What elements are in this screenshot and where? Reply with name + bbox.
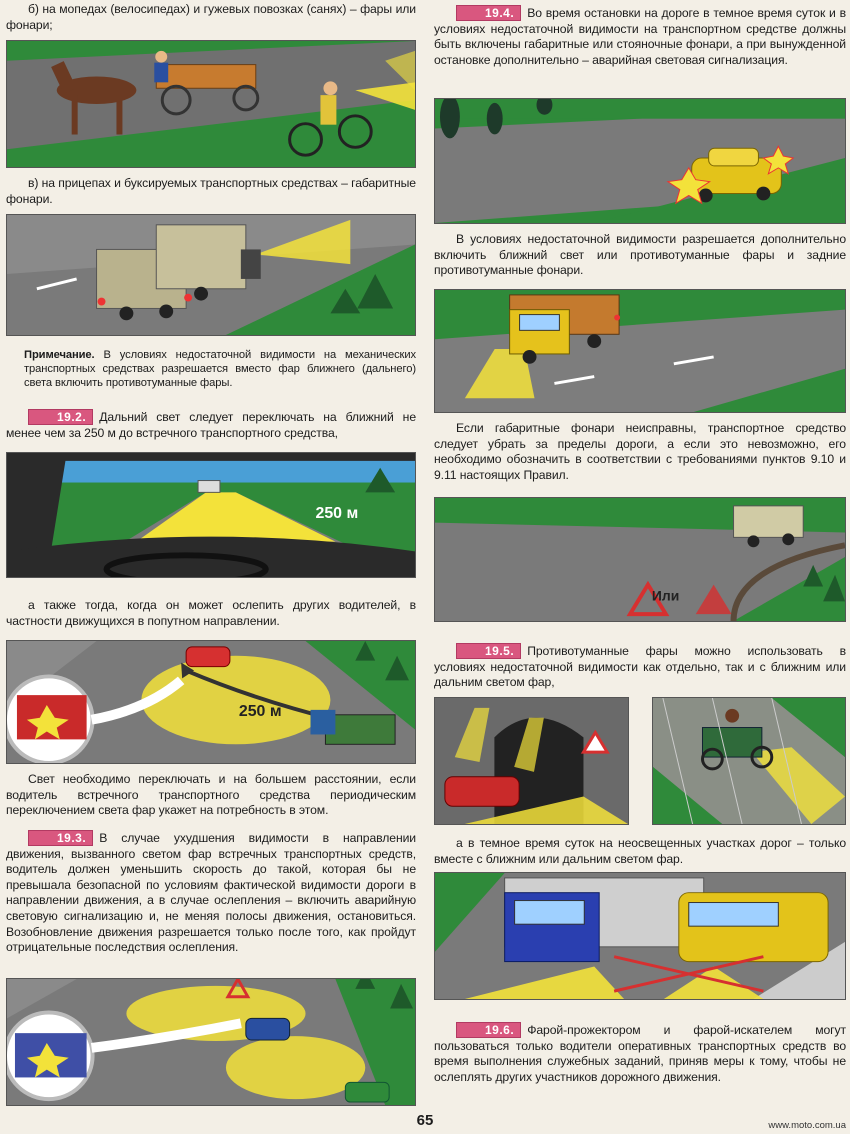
rule-number-badge: 19.5. [456,643,521,659]
paragraph-faulty-lights: Если габаритные фонари неисправны, транспортное средство следует убрать за пределы дороги, а если это невозможно, его необходимо обозначить в соответствии с требованиями пунктов 9.10 и 9.11 настоящих Правил. [434,421,846,482]
note-label: Примечание. [24,349,95,361]
note-text: В условиях недостаточной видимости на механических транспортных средствах разрешается вместо фар ближнего (дальнего) света включить противотуманные фары. [24,349,416,390]
rule-text: Дальний свет следует переключать на ближний не менее чем за 250 м до встречного транспортного средства, [6,410,416,440]
paragraph-switch-distance: Свет необходимо переключать и на большем расстоянии, если водитель встречного транспортного средства периодическим переключением света фар укажет на потребность в этом. [6,772,416,818]
rule-text: В случае ухудшения видимости в направлении движения, вызванного светом фар встречных транспортных средств, водитель должен уменьшить скорость до такой, которая бы не превышала безопасной по условиям фактической видимости дороги в направлении движения, а в случае ослепления – включить аварийную световую сигнализацию и, не меняя полосы движения, остановиться. Возобновление движения разрешается только после того, как пройдут отрицательные последствия ослепления. [6,831,416,955]
paragraph-fog-additional: В условиях недостаточной видимости разрешается дополнительно включить ближний свет или противотуманные фары и задние противотуманные фонари. [434,232,846,278]
rule-19-5 [434,643,846,691]
illustration-motorcycle-rain [652,697,846,825]
right-column [434,0,846,1134]
rule-19-4 [434,5,846,68]
rule-text: Во время остановки на дороге в темное время суток и в условиях недостаточной видимости на транспортном средстве должны быть включены габаритные или стояночные фонари, а при вынужденной остановке дополнительно – аварийная световая сигнализация. [434,6,846,67]
rule-text: Фарой-прожектором и фарой-искателем могут пользоваться только водители оперативных транспортных средств во время выполнения служебных заданий, приняв меры к тому, чтобы не ослеплять других участников дорожного движения. [434,1023,846,1084]
illustration-dashboard-250m [6,452,416,578]
illustration-truck-fog-lights [434,289,846,413]
rule-19-3 [6,830,416,956]
illustration-following-250m [6,640,416,764]
rule-number-badge: 19.6. [456,1022,521,1038]
illustration-cart-and-bicycle [6,40,416,168]
or-label: Или [651,587,680,604]
distance-label-250: 250 м [238,702,282,720]
illustration-fog-with-headlights [434,872,846,1000]
paragraph-dark-time: а в темное время суток на неосвещенных участках дорог – только вместе с ближним или дальним светом фар. [434,836,846,866]
paragraph-dazzle: а также тогда, когда он может ослепить других водителей, в частности движущихся в попутном направлении. [6,598,416,628]
page-number: 65 [416,1112,434,1129]
illustration-trailer-lights [6,214,416,336]
left-column [6,0,416,1134]
rule-number-badge: 19.2. [28,409,93,425]
source-watermark: www.moto.com.ua [768,1120,846,1131]
illustration-hazard-stop [434,98,846,224]
rule-number-badge: 19.4. [456,5,521,21]
rule-19-6 [434,1022,846,1085]
paragraph-trailers: в) на прицепах и буксируемых транспортных средствах – габаритные фонари. [6,176,416,206]
rule-number-badge: 19.3. [28,830,93,846]
illustration-tunnel-fog [434,697,629,825]
illustration-dazzle-stop [6,978,416,1106]
rule-text: Противотуманные фары можно использовать в условиях недостаточной видимости как отдельно, так и с ближним или дальним светом фар, [434,644,846,690]
illustration-warning-triangle [434,497,846,622]
rule-19-2 [6,409,416,441]
distance-label-250: 250 м [315,505,359,522]
note-fog-lights [24,348,416,391]
paragraph-mopeds: б) на мопедах (велосипедах) и гужевых повозках (санях) – фары или фонари; [6,2,416,32]
